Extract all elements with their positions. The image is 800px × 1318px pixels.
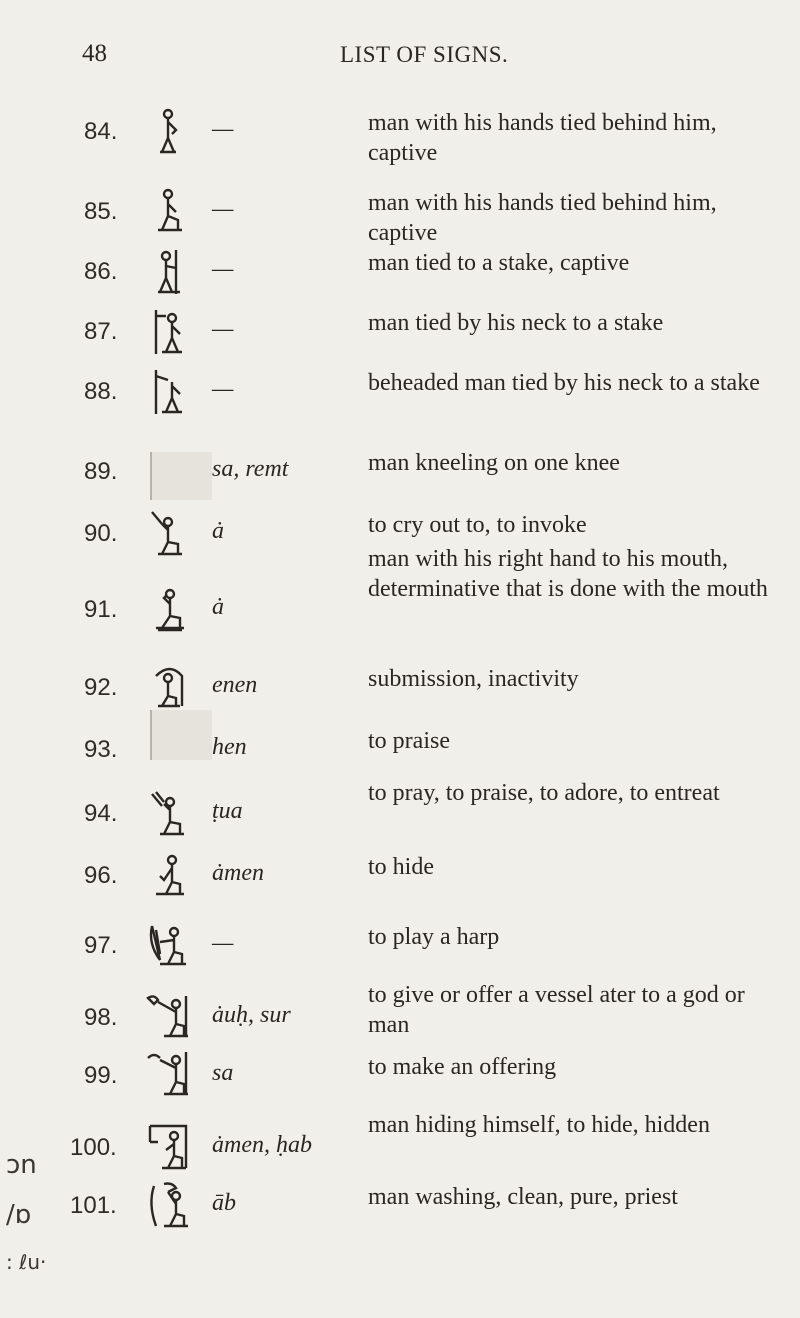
harp-player-icon — [146, 920, 194, 972]
transliteration: — — [212, 256, 234, 282]
offering-vessel-icon — [146, 992, 194, 1044]
sign-meaning: to play a harp — [368, 924, 500, 950]
transliteration: āb — [212, 1190, 236, 1216]
sign-number: 98. — [84, 1004, 118, 1031]
sign-meaning: man washing, clean, pure, priest — [368, 1184, 678, 1210]
sign-number: 88. — [84, 378, 118, 405]
sign-meaning: man hiding himself, to hide, hidden — [368, 1112, 710, 1138]
sign-meaning: man kneeling on one knee — [368, 450, 620, 476]
man-invoking-icon — [146, 508, 194, 560]
transliteration: ȧmen — [212, 860, 264, 886]
transliteration: — — [212, 376, 234, 402]
man-neck-stake-icon — [146, 306, 194, 358]
sign-meaning: to pray, to praise, to adore, to entreat — [368, 780, 720, 806]
transliteration: sa — [212, 1060, 234, 1086]
transliteration: ȧuḥ, sur — [212, 1002, 291, 1028]
sign-number: 92. — [84, 674, 118, 701]
transliteration: ṭua — [212, 798, 243, 824]
sign-number: 93. — [84, 736, 118, 763]
man-at-stake-icon — [146, 246, 194, 298]
sign-meaning: man tied to a stake, captive — [368, 250, 630, 276]
sign-meaning: submission, inactivity — [368, 666, 579, 692]
sign-number: 96. — [84, 862, 118, 889]
sign-number: 91. — [84, 596, 118, 623]
captive-figure-icon — [146, 106, 194, 158]
margin-note: : ℓu· — [6, 1250, 47, 1274]
man-washing-icon — [146, 1180, 194, 1232]
transliteration: ȧmen, ḥab — [212, 1132, 312, 1158]
sign-meaning: man tied by his neck to a stake — [368, 310, 664, 336]
blank-glyph-area — [150, 452, 212, 500]
sign-meaning: man with his hands tied behind him, captive — [368, 110, 717, 166]
kneeling-captive-icon — [146, 186, 194, 238]
hand-to-mouth-icon — [146, 584, 194, 636]
sign-number: 85. — [84, 198, 118, 225]
transliteration: — — [212, 316, 234, 342]
sign-meaning: man with his right hand to his mouth, determinative that is done with the mouth — [368, 546, 768, 602]
sign-meaning: to cry out to, to invoke — [368, 512, 587, 538]
transliteration: ȧ — [212, 594, 224, 620]
margin-note: /ɒ — [6, 1200, 32, 1230]
sign-number: 94. — [84, 800, 118, 827]
transliteration: — — [212, 116, 234, 142]
sign-number: 87. — [84, 318, 118, 345]
page-number: 48 — [82, 40, 107, 67]
adoring-man-icon — [146, 788, 194, 840]
transliteration: sa, remt — [212, 456, 289, 482]
beheaded-man-stake-icon — [146, 366, 194, 418]
margin-note: ɔn — [6, 1150, 37, 1180]
transliteration: ȧ — [212, 518, 224, 544]
offering-man-icon — [146, 1050, 194, 1102]
margin-annotations — [0, 1150, 60, 1300]
running-title: LIST OF SIGNS. — [340, 42, 509, 67]
sign-number: 100. — [70, 1134, 117, 1161]
sign-number: 86. — [84, 258, 118, 285]
page-header — [0, 40, 800, 80]
sign-number: 101. — [70, 1192, 117, 1219]
seated-submission-icon — [146, 662, 194, 714]
sign-meaning: to hide — [368, 854, 434, 880]
transliteration: — — [212, 196, 234, 222]
sign-number: 97. — [84, 932, 118, 959]
transliteration: hen — [212, 734, 247, 760]
blank-glyph-area — [150, 710, 212, 760]
sign-meaning: to give or offer a vessel ater to a god or man — [368, 982, 745, 1038]
transliteration: enen — [212, 672, 258, 698]
man-behind-wall-icon — [146, 1122, 194, 1174]
sign-meaning: man with his hands tied behind him, captive — [368, 190, 717, 246]
hiding-man-icon — [146, 850, 194, 902]
transliteration: — — [212, 930, 234, 956]
sign-meaning: beheaded man tied by his neck to a stake — [368, 370, 760, 396]
sign-number: 99. — [84, 1062, 118, 1089]
sign-number: 84. — [84, 118, 118, 145]
sign-meaning: to praise — [368, 728, 450, 754]
sign-number: 90. — [84, 520, 118, 547]
sign-meaning: to make an offering — [368, 1054, 557, 1080]
sign-number: 89. — [84, 458, 118, 485]
